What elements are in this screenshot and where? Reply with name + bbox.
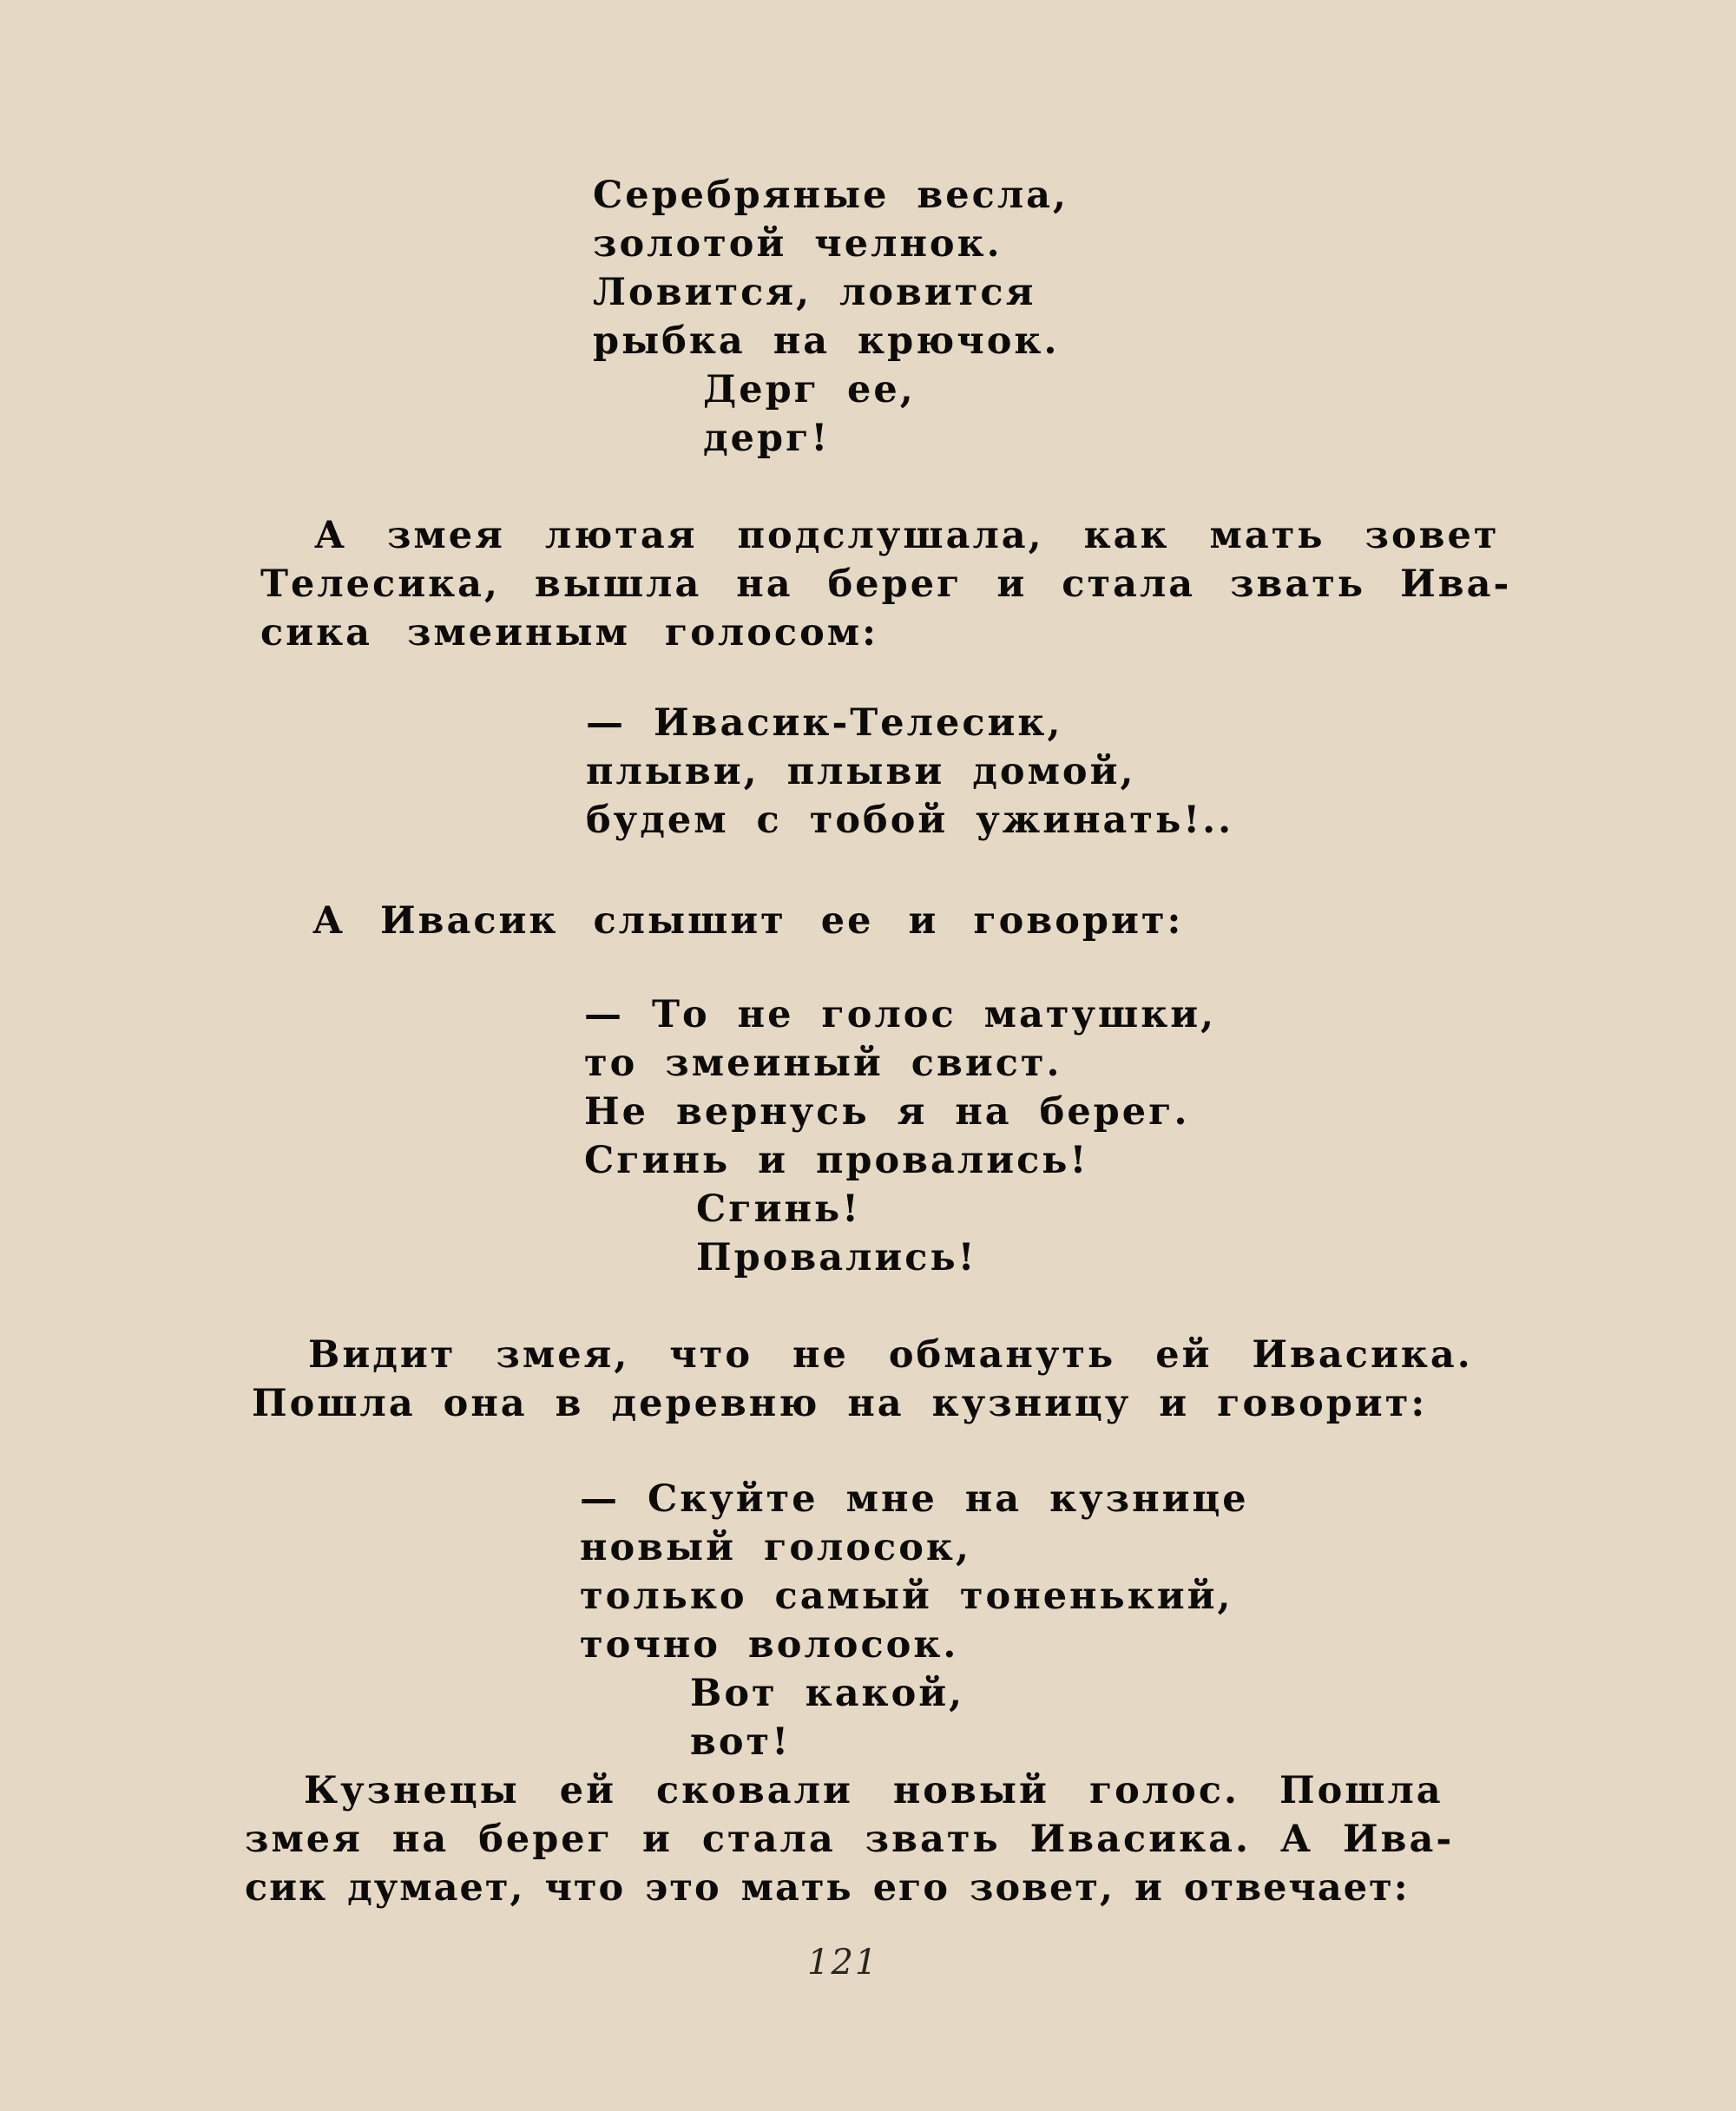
verse-line: золотой челнок. xyxy=(593,222,1003,266)
verse-line: будем с тобой ужинать!.. xyxy=(586,799,1234,842)
verse-line: то змеиный свист. xyxy=(584,1042,1062,1085)
verse-line: плыви, плыви домой, xyxy=(586,750,1136,793)
prose-line: Телесика, вышла на берег и стала звать Ива- xyxy=(260,562,1512,606)
verse-line: Провались! xyxy=(696,1236,977,1279)
prose-line: Видит змея, что не обмануть ей Ивасика. xyxy=(308,1333,1473,1377)
verse-line: Сгинь! xyxy=(696,1187,861,1231)
prose-line: сика змеиным голосом: xyxy=(260,611,879,654)
prose-line: Кузнецы ей сковали новый голос. Пошла xyxy=(304,1769,1443,1812)
verse-line: новый голосок, xyxy=(580,1526,971,1569)
prose-line: А Ивасик слышит ее и говорит: xyxy=(312,899,1184,943)
verse-line: — Скуйте мне на кузнице xyxy=(580,1477,1249,1521)
prose-line: змея на берег и стала звать Ивасика. А Ива- xyxy=(245,1818,1455,1861)
verse-line: Сгинь и провались! xyxy=(584,1139,1089,1182)
verse-line: только самый тоненький, xyxy=(580,1575,1233,1618)
prose-line: А змея лютая подслушала, как мать зовет xyxy=(314,514,1500,557)
verse-line: — То не голос матушки, xyxy=(584,993,1217,1036)
page-number: 121 xyxy=(807,1943,879,1983)
verse-line: рыбка на крючок. xyxy=(593,319,1060,363)
prose-line: Пошла она в деревню на кузницу и говорит: xyxy=(252,1382,1428,1425)
verse-line: Ловится, ловится xyxy=(593,271,1036,314)
verse-line: точно волосок. xyxy=(580,1623,959,1667)
verse-line: дерг! xyxy=(703,417,831,460)
verse-line: Вот какой, xyxy=(690,1672,965,1715)
verse-line: Не вернусь я на берег. xyxy=(584,1090,1190,1134)
verse-line: вот! xyxy=(690,1720,792,1764)
verse-line: — Ивасик-Телесик, xyxy=(586,701,1063,745)
prose-line: сик думает, что это мать его зовет, и отвечает: xyxy=(245,1866,1410,1910)
verse-line: Дерг ее, xyxy=(703,368,916,411)
verse-line: Серебряные весла, xyxy=(593,174,1069,217)
